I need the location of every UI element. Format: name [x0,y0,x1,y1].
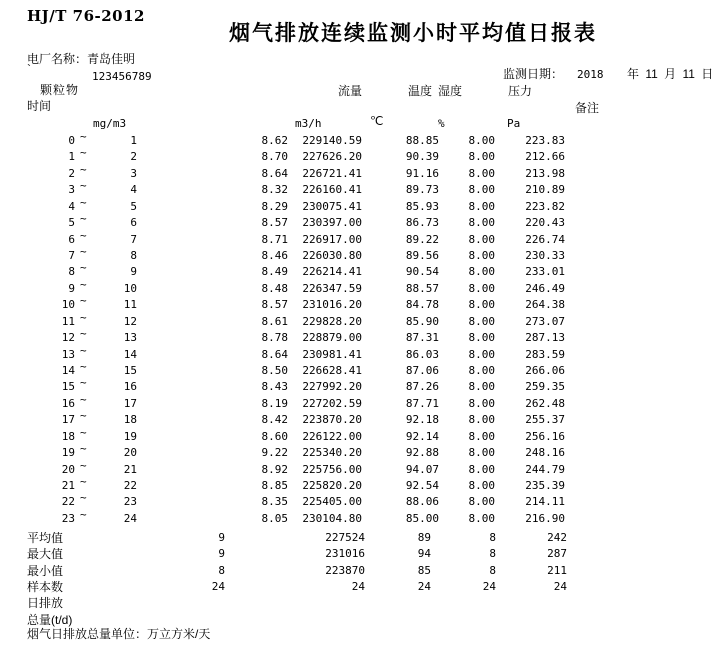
hour-start: 8 [68,265,75,279]
summary-pm-value: 24 [211,579,225,593]
flow-value: 230981.41 [302,347,362,361]
table-row [0,195,717,215]
temp-value: 86.73 [405,216,439,230]
temp-value: 87.06 [405,364,439,378]
tilde-separator: ~ [80,343,87,357]
column-header-time: 时间 [27,99,52,113]
temp-value: 88.06 [405,495,439,509]
tilde-separator: ~ [80,294,87,308]
table-row [0,442,717,461]
summary-row-label: 最小值 [27,563,64,578]
tick-mark: ` [27,62,31,76]
humidity-value: 8.00 [468,281,495,295]
hour-end: 16 [123,380,137,394]
pressure-value: 287.13 [525,331,565,345]
hour-start: 15 [61,380,75,394]
footer-unit-note: 烟气日排放总量单位：万立方米/天 [27,627,211,641]
summary-pm-value: 8 [218,563,225,577]
pm-value: 8.32 [261,183,288,197]
column-header-pressure: 压力 [508,84,533,98]
hour-end: 10 [123,281,137,295]
hour-start: 5 [68,216,75,230]
flow-value: 226030.80 [302,249,362,262]
table-row [0,507,717,527]
humidity-value: 8.00 [468,232,495,246]
humidity-value: 8.00 [468,134,495,147]
flow-value: 229828.20 [302,314,362,328]
hour-end: 13 [123,331,137,345]
table-row [0,277,717,297]
column-header-pm: 颗粒物 [40,83,80,97]
temp-value: 90.39 [405,150,439,164]
summary-row [0,546,717,562]
flow-value: 227626.20 [302,150,362,164]
hour-end: 12 [123,314,137,328]
hour-start: 13 [61,347,75,361]
pm-value: 8.85 [261,479,288,493]
tilde-separator: ~ [80,458,87,472]
pressure-value: 220.43 [525,216,565,230]
flow-value: 223870.20 [302,413,362,427]
summary-temp-value: 85 [417,563,431,577]
table-row [0,179,717,198]
flow-value: 225340.20 [302,446,362,460]
summary-row [0,579,717,595]
hour-start: 7 [68,249,75,262]
temp-value: 84.78 [405,298,439,312]
pm-value: 8.19 [261,396,288,410]
hour-start: 16 [61,396,75,410]
pm-value: 8.60 [261,429,288,443]
hour-end: 24 [123,511,137,525]
tilde-separator: ~ [80,130,87,143]
temp-value: 86.03 [405,347,439,361]
pressure-value: 256.16 [525,429,565,443]
table-row [0,294,717,313]
humidity-value: 8.00 [468,150,495,164]
summary-pm-value: 9 [218,531,225,544]
table-row [0,327,717,346]
table-row [0,245,717,264]
hour-end: 18 [123,413,137,427]
humidity-value: 8.00 [468,183,495,197]
pressure-value: 246.49 [525,281,565,295]
flow-value: 230397.00 [302,216,362,230]
unit-pressure: Pa [507,117,521,130]
column-header-remark: 备注 [575,101,600,115]
unit-humidity: % [438,117,445,130]
humidity-value: 8.00 [468,249,495,262]
summary-row [0,595,717,611]
flow-value: 225756.00 [302,462,362,476]
pm-value: 8.48 [261,281,288,295]
summary-flow-value: 223870 [325,563,365,577]
pm-value: 8.78 [261,331,288,345]
summary-humidity-value: 24 [482,579,496,593]
monitor-date-monthday: 年 11 月 11 日 [627,67,714,81]
pm-value: 8.43 [261,380,288,394]
table-row [0,491,717,510]
humidity-value: 8.00 [468,314,495,328]
humidity-value: 8.00 [468,216,495,230]
pm-value: 8.49 [261,265,288,279]
hour-start: 12 [61,331,75,345]
monitor-date-label: 监测日期： [503,67,564,81]
hour-end: 4 [130,183,137,197]
hour-end: 14 [123,347,137,361]
humidity-value: 8.00 [468,347,495,361]
hour-end: 7 [130,232,137,246]
unit-temp: ℃ [370,114,384,128]
summary-temp-value: 94 [417,547,431,561]
temp-value: 85.00 [405,511,439,525]
summary-row-label: 最大值 [27,547,64,562]
table-row [0,310,717,330]
temp-value: 85.90 [405,314,439,328]
monitor-date-year: 2018 [577,68,604,81]
table-row [0,261,717,280]
table-row [0,130,717,149]
column-header-temp: 温度 [408,84,433,98]
summary-humidity-value: 8 [489,547,496,561]
pressure-value: 255.37 [525,413,565,427]
hour-start: 9 [68,281,75,295]
table-row [0,425,717,445]
tilde-separator: ~ [80,261,87,275]
table-row [0,146,717,165]
flow-value: 230104.80 [302,511,362,525]
humidity-value: 8.00 [468,380,495,394]
hour-start: 14 [61,364,75,378]
tilde-separator: ~ [80,228,87,242]
hour-end: 20 [123,446,137,460]
hour-end: 22 [123,479,137,493]
hour-end: 19 [123,429,137,443]
pressure-value: 226.74 [525,232,565,246]
tilde-separator: ~ [80,277,87,291]
temp-value: 91.16 [405,166,439,180]
pressure-value: 266.06 [525,364,565,378]
pm-value: 8.05 [261,511,288,525]
temp-value: 85.93 [405,199,439,213]
table-row [0,360,717,379]
humidity-value: 8.00 [468,298,495,312]
temp-value: 92.88 [405,446,439,460]
flow-value: 227202.59 [302,396,362,410]
summary-pressure-value: 24 [553,579,567,593]
temp-value: 87.26 [405,380,439,394]
hour-start: 23 [61,511,75,525]
hour-end: 3 [130,166,137,180]
tilde-separator: ~ [80,392,87,406]
pm-value: 9.22 [261,446,288,460]
flow-value: 231016.20 [302,298,362,312]
temp-value: 89.22 [405,232,439,246]
pressure-value: 216.90 [525,511,565,525]
hour-start: 20 [61,462,75,476]
tilde-separator: ~ [80,360,87,374]
flow-value: 225405.00 [302,495,362,509]
hour-end: 21 [123,462,137,476]
tilde-separator: ~ [80,310,87,324]
hour-end: 1 [130,134,137,147]
hour-start: 4 [68,199,75,213]
temp-value: 90.54 [405,265,439,279]
unit-pm: mg/m3 [93,117,127,130]
pressure-value: 264.38 [525,298,565,312]
temp-value: 89.73 [405,183,439,197]
pressure-value: 259.35 [525,380,565,394]
hour-start: 11 [61,314,75,328]
hour-end: 2 [130,150,137,164]
pressure-value: 223.82 [525,199,565,213]
hour-end: 23 [123,495,137,509]
pm-value: 8.61 [261,314,288,328]
pm-value: 8.57 [261,298,288,312]
humidity-value: 8.00 [468,446,495,460]
table-row [0,343,717,363]
pm-value: 8.64 [261,347,288,361]
hour-start: 22 [61,495,75,509]
pressure-value: 223.83 [525,134,565,147]
summary-row-label: 日排放 [27,596,64,611]
summary-row-label: 总量(t/d) [27,612,73,627]
humidity-value: 8.00 [468,396,495,410]
hour-end: 17 [123,396,137,410]
hour-start: 3 [68,183,75,197]
tilde-separator: ~ [80,327,87,341]
temp-value: 92.14 [405,429,439,443]
flow-value: 226122.00 [302,429,362,443]
table-row [0,409,717,428]
humidity-value: 8.00 [468,479,495,493]
table-row [0,376,717,395]
humidity-value: 8.00 [468,331,495,345]
hour-start: 18 [61,429,75,443]
summary-row [0,612,717,628]
tilde-separator: ~ [80,376,87,390]
hour-end: 6 [130,216,137,230]
hour-end: 9 [130,265,137,279]
pressure-value: 230.33 [525,249,565,262]
hour-start: 6 [68,232,75,246]
hour-end: 11 [123,298,137,312]
unit-flow: m3/h [295,117,322,130]
humidity-value: 8.00 [468,199,495,213]
report-title: 烟气排放连续监测小时平均值日报表 [229,22,597,45]
temp-value: 88.85 [405,134,439,147]
flow-value: 226628.41 [302,364,362,378]
flow-value: 226721.41 [302,166,362,180]
temp-value: 87.71 [405,396,439,410]
pressure-value: 248.16 [525,446,565,460]
summary-row [0,563,717,579]
summary-pressure-value: 242 [547,531,567,544]
summary-temp-value: 89 [417,531,431,544]
pressure-value: 233.01 [525,265,565,279]
pm-value: 8.29 [261,199,288,213]
tilde-separator: ~ [80,179,87,193]
pm-value: 8.71 [261,232,288,246]
flow-value: 229140.59 [302,134,362,147]
hour-start: 1 [68,150,75,164]
summary-flow-value: 231016 [325,547,365,561]
pm-value: 8.46 [261,249,288,262]
temp-value: 92.54 [405,479,439,493]
tilde-separator: ~ [80,212,87,226]
pm-value: 8.57 [261,216,288,230]
pm-value: 8.70 [261,150,288,164]
pressure-value: 283.59 [525,347,565,361]
pressure-value: 273.07 [525,314,565,328]
flow-value: 230075.41 [302,199,362,213]
table-row [0,228,717,248]
humidity-value: 8.00 [468,265,495,279]
tilde-separator: ~ [80,425,87,439]
tilde-separator: ~ [80,475,87,489]
humidity-value: 8.00 [468,462,495,476]
pm-value: 8.64 [261,166,288,180]
hour-end: 15 [123,364,137,378]
tilde-separator: ~ [80,162,87,176]
flow-value: 226160.41 [302,183,362,197]
hour-start: 21 [61,479,75,493]
table-row [0,162,717,182]
temp-value: 92.18 [405,413,439,427]
standard-number: HJ/T 76-2012 [27,7,145,25]
plant-name-value: 青岛佳明 [87,52,136,66]
pressure-value: 212.66 [525,150,565,164]
humidity-value: 8.00 [468,429,495,443]
hour-start: 0 [68,134,75,147]
plant-code: 123456789 [92,70,152,83]
tilde-separator: ~ [80,442,87,456]
humidity-value: 8.00 [468,495,495,509]
summary-pm-value: 9 [218,547,225,561]
plant-name-label: 电厂名称： [27,52,88,66]
summary-pressure-value: 287 [547,547,567,561]
hour-start: 19 [61,446,75,460]
summary-pressure-value: 211 [547,563,567,577]
humidity-value: 8.00 [468,364,495,378]
tilde-separator: ~ [80,245,87,258]
summary-row [0,530,717,546]
flow-value: 227992.20 [302,380,362,394]
pressure-value: 214.11 [525,495,565,509]
tilde-separator: ~ [80,409,87,423]
tilde-separator: ~ [80,491,87,505]
hour-start: 17 [61,413,75,427]
table-row [0,212,717,231]
flow-value: 228879.00 [302,331,362,345]
pressure-value: 262.48 [525,396,565,410]
hour-end: 5 [130,199,137,213]
humidity-value: 8.00 [468,413,495,427]
summary-flow-value: 227524 [325,531,365,544]
summary-flow-value: 24 [351,579,365,593]
column-header-flow: 流量 [338,84,363,98]
table-row [0,458,717,478]
summary-humidity-value: 8 [489,563,496,577]
pressure-value: 235.39 [525,479,565,493]
tilde-separator: ~ [80,195,87,209]
table-row [0,475,717,494]
pm-value: 8.42 [261,413,288,427]
table-row [0,392,717,412]
pressure-value: 210.89 [525,183,565,197]
hour-start: 2 [68,166,75,180]
hour-start: 10 [61,298,75,312]
pm-value: 8.92 [261,462,288,476]
column-header-humidity: 湿度 [438,84,463,98]
pm-value: 8.62 [261,134,288,147]
humidity-value: 8.00 [468,511,495,525]
summary-row-label: 样本数 [27,579,64,594]
summary-temp-value: 24 [417,579,431,593]
flow-value: 226917.00 [302,232,362,246]
temp-value: 88.57 [405,281,439,295]
flow-value: 226214.41 [302,265,362,279]
tilde-separator: ~ [80,507,87,521]
temp-value: 89.56 [405,249,439,262]
temp-value: 87.31 [405,331,439,345]
pressure-value: 244.79 [525,462,565,476]
humidity-value: 8.00 [468,166,495,180]
summary-row-label: 平均值 [27,531,64,545]
flow-value: 225820.20 [302,479,362,493]
temp-value: 94.07 [405,462,439,476]
hour-end: 8 [130,249,137,262]
flow-value: 226347.59 [302,281,362,295]
pressure-value: 213.98 [525,166,565,180]
tilde-separator: ~ [80,146,87,160]
pm-value: 8.35 [261,495,288,509]
summary-humidity-value: 8 [489,531,496,544]
pm-value: 8.50 [261,364,288,378]
